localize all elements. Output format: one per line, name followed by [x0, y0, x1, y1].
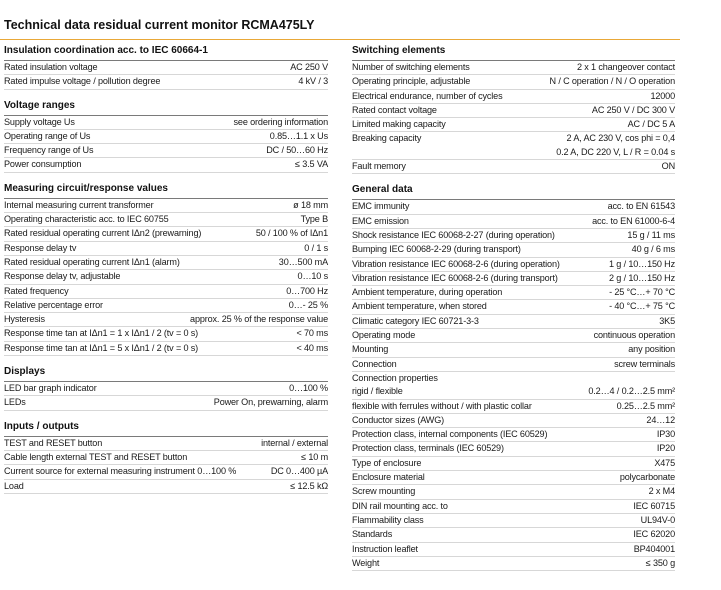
spec-label: Limited making capacity: [352, 119, 446, 130]
spec-label: Fault memory: [352, 161, 406, 172]
spec-value: polycarbonate: [619, 472, 675, 483]
spec-value: 3K5: [659, 315, 675, 326]
spec-row: [4, 480, 328, 494]
spec-row: [4, 61, 328, 75]
spec-label: EMC immunity: [352, 201, 410, 212]
spec-value: ≤ 350 g: [645, 557, 675, 568]
spec-label: Ambient temperature, during operation: [352, 287, 503, 298]
spec-row: [352, 372, 675, 400]
spec-label: Supply voltage Us: [4, 116, 75, 127]
spec-value: acc. to EN 61543: [607, 201, 675, 212]
spec-label: Rated impulse voltage / pollution degree: [4, 76, 161, 87]
spec-row: [4, 242, 328, 256]
spec-row: [352, 457, 675, 471]
spec-label: Current source for external measuring instrument 0…100 %: [4, 466, 237, 477]
spec-label: Relative percentage error: [4, 299, 103, 310]
spec-value: IP20: [656, 443, 675, 454]
spec-value: 0 / 1 s: [304, 242, 328, 253]
spec-row: [352, 329, 675, 343]
section-title: Switching elements: [352, 43, 675, 61]
spec-row: [4, 270, 328, 284]
spec-row: [352, 272, 675, 286]
spec-value: 2 x M4: [648, 486, 675, 497]
left-column: [4, 43, 328, 502]
section-displays: [4, 364, 328, 411]
spec-label: Vibration resistance IEC 60068-2-6 (during transport): [352, 272, 558, 283]
spec-value: AC / DC 5 A: [627, 119, 675, 130]
spec-row: [4, 199, 328, 213]
title-divider: [0, 39, 680, 40]
spec-value: Power On, prewarning, alarm: [213, 397, 328, 408]
spec-row: [352, 528, 675, 542]
section-measuring-circuit-response-values: [4, 181, 328, 356]
spec-label: Type of enclosure: [352, 457, 422, 468]
spec-label: LED bar graph indicator: [4, 383, 97, 394]
spec-value: 50 / 100 % of IΔn1: [255, 228, 328, 239]
spec-value: N / C operation / N / O operation: [549, 76, 675, 87]
spec-row: [4, 75, 328, 89]
spec-row: [4, 342, 328, 356]
spec-value: ≤ 12.5 kΩ: [290, 480, 328, 491]
spec-row: [4, 327, 328, 341]
spec-label: Response delay tv: [4, 242, 77, 253]
spec-row: [352, 286, 675, 300]
spec-value: ON: [661, 161, 675, 172]
spec-row: [352, 543, 675, 557]
spec-label: Rated insulation voltage: [4, 62, 98, 72]
spec-label: Electrical endurance, number of cycles: [352, 90, 503, 101]
spec-label: Ambient temperature, when stored: [352, 301, 487, 312]
spec-row: [4, 158, 328, 172]
section-title: Inputs / outputs: [4, 419, 328, 437]
spec-value: ≤ 10 m: [301, 451, 328, 462]
spec-value: any position: [628, 344, 675, 355]
spec-row: [352, 75, 675, 89]
spec-row: [352, 104, 675, 118]
spec-label: Conductor sizes (AWG): [352, 414, 445, 425]
spec-row: [352, 258, 675, 272]
spec-value: - 25 °C…+ 70 °C: [609, 287, 675, 298]
spec-value: screw terminals: [614, 358, 675, 369]
spec-label: Shock resistance IEC 60068-2-27 (during operation): [352, 229, 555, 240]
spec-label: Vibration resistance IEC 60068-2-6 (during operation): [352, 258, 560, 269]
spec-row: [352, 471, 675, 485]
section-title: General data: [352, 182, 675, 200]
spec-label: Number of switching elements: [352, 62, 470, 72]
spec-value: 30…500 mA: [278, 256, 328, 267]
spec-value: 0…100 %: [289, 383, 328, 394]
spec-value: 12000: [650, 90, 675, 101]
document-title: Technical data residual current monitor RCMA475LY: [4, 18, 315, 32]
section-title: Displays: [4, 364, 328, 382]
spec-label: Operating range of Us: [4, 130, 91, 141]
spec-row: [4, 437, 328, 451]
spec-label: Connection properties rigid / flexible: [352, 372, 438, 397]
section-inputs-outputs: [4, 419, 328, 494]
spec-label: Rated contact voltage: [352, 104, 437, 115]
spec-row: [352, 428, 675, 442]
spec-label: Operating principle, adjustable: [352, 76, 471, 87]
spec-row: [352, 132, 675, 160]
spec-label: Cable length external TEST and RESET button: [4, 451, 188, 462]
spec-row: [352, 500, 675, 514]
spec-row: [352, 315, 675, 329]
section-switching-elements: [352, 43, 675, 174]
spec-label: DIN rail mounting acc. to: [352, 500, 448, 511]
spec-row: [352, 343, 675, 357]
spec-row: [4, 396, 328, 410]
spec-value: 2 g / 10…150 Hz: [609, 272, 675, 283]
spec-label: Weight: [352, 557, 380, 568]
section-title: Voltage ranges: [4, 98, 328, 116]
spec-row: [4, 382, 328, 396]
spec-value: UL94V-0: [640, 514, 675, 525]
spec-value: 0.25…2.5 mm²: [616, 400, 675, 411]
spec-row: [352, 215, 675, 229]
spec-row: [4, 130, 328, 144]
spec-label: Frequency range of Us: [4, 145, 94, 156]
spec-row: [352, 118, 675, 132]
spec-label: Screw mounting: [352, 486, 416, 497]
spec-value: BP404001: [633, 543, 675, 554]
spec-value: ≤ 3.5 VA: [295, 159, 328, 170]
spec-row: [4, 451, 328, 465]
section-general-data: [352, 182, 675, 571]
spec-row: [352, 61, 675, 75]
spec-label: Protection class, terminals (IEC 60529): [352, 443, 504, 454]
spec-row: [4, 313, 328, 327]
spec-row: [352, 514, 675, 528]
spec-value: 15 g / 11 ms: [627, 229, 675, 240]
spec-label: Instruction leaflet: [352, 543, 418, 554]
spec-label: Operating mode: [352, 330, 416, 341]
spec-value: 0.85…1.1 x Us: [269, 130, 328, 141]
spec-row: [352, 300, 675, 314]
spec-value: continuous operation: [593, 330, 675, 341]
section-voltage-ranges: [4, 98, 328, 173]
spec-value: 0…700 Hz: [286, 285, 328, 296]
spec-row: [352, 358, 675, 372]
spec-row: [4, 116, 328, 130]
spec-row: [352, 400, 675, 414]
spec-label: Hysteresis: [4, 314, 45, 325]
spec-label: Load: [4, 480, 24, 491]
spec-label: Breaking capacity: [352, 133, 422, 144]
spec-value: 0.2…4 / 0.2…2.5 mm²: [588, 386, 675, 397]
spec-row: [352, 557, 675, 571]
spec-value: IEC 62020: [633, 529, 675, 540]
spec-row: [352, 442, 675, 456]
spec-label: Protection class, internal components (IEC 60529): [352, 429, 548, 440]
spec-label: Rated residual operating current IΔn1 (alarm): [4, 256, 180, 267]
spec-label: Rated frequency: [4, 285, 69, 296]
spec-value: see ordering information: [233, 116, 328, 127]
spec-value: - 40 °C…+ 75 °C: [609, 301, 675, 312]
spec-value: < 70 ms: [296, 328, 328, 339]
spec-label: Rated residual operating current IΔn2 (prewarning): [4, 228, 202, 239]
spec-row: [352, 160, 675, 174]
spec-row: [4, 299, 328, 313]
spec-label: Connection: [352, 358, 397, 369]
spec-label: Enclosure material: [352, 472, 425, 483]
spec-row: [4, 285, 328, 299]
spec-value: AC 250 V / DC 300 V: [591, 104, 675, 115]
spec-value: IP30: [656, 429, 675, 440]
spec-value: approx. 25 % of the response value: [190, 314, 328, 325]
spec-value: IEC 60715: [633, 500, 675, 511]
section-title: Measuring circuit/response values: [4, 181, 328, 199]
spec-label: Response delay tv, adjustable: [4, 271, 121, 282]
spec-label: LEDs: [4, 397, 26, 408]
spec-row: [352, 243, 675, 257]
spec-value: Type B: [300, 214, 328, 225]
spec-row: [4, 213, 328, 227]
spec-value: ø 18 mm: [293, 199, 328, 210]
spec-row: [4, 227, 328, 241]
spec-value: DC 0…400 µA: [270, 466, 328, 477]
spec-value: internal / external: [261, 437, 328, 448]
right-column: [352, 43, 675, 579]
spec-row: [4, 465, 328, 479]
spec-row: [4, 256, 328, 270]
spec-label: Power consumption: [4, 159, 82, 170]
spec-value: DC / 50…60 Hz: [266, 145, 328, 156]
spec-label: Response time tan at IΔn1 = 5 x IΔn1 / 2 (tv = 0 s): [4, 342, 199, 353]
section-insulation-coordination-acc-to-iec-60664-1: [4, 43, 328, 90]
spec-label: Climatic category IEC 60721-3-3: [352, 315, 479, 326]
spec-label: Standards: [352, 529, 393, 540]
spec-value: AC 250 V: [290, 62, 328, 72]
spec-row: [352, 485, 675, 499]
spec-row: [4, 144, 328, 158]
spec-value: 2 x 1 changeover contact: [576, 62, 675, 72]
spec-row: [352, 90, 675, 104]
spec-label: EMC emission: [352, 215, 409, 226]
spec-value: 0…- 25 %: [288, 299, 328, 310]
section-title: Insulation coordination acc. to IEC 60664-1: [4, 43, 328, 61]
spec-row: [352, 414, 675, 428]
spec-value: < 40 ms: [296, 342, 328, 353]
spec-label: Response time tan at IΔn1 = 1 x IΔn1 / 2 (tv = 0 s): [4, 328, 199, 339]
spec-label: Internal measuring current transformer: [4, 199, 154, 210]
spec-label: Bumping IEC 60068-2-29 (during transport): [352, 244, 521, 255]
spec-value: X475: [654, 457, 675, 468]
spec-label: Flammability class: [352, 514, 424, 525]
spec-label: flexible with ferrules without / with plastic collar: [352, 400, 532, 411]
spec-value: acc. to EN 61000-6-4: [592, 215, 675, 226]
spec-value: 40 g / 6 ms: [631, 244, 675, 255]
spec-value: 2 A, AC 230 V, cos phi = 0,4 0.2 A, DC 220 V, L / R = 0.04 s: [556, 133, 675, 157]
spec-label: Operating characteristic acc. to IEC 60755: [4, 214, 169, 225]
spec-label: Mounting: [352, 344, 389, 355]
spec-value: 1 g / 10…150 Hz: [609, 258, 675, 269]
spec-label: TEST and RESET button: [4, 437, 103, 448]
spec-value: 4 kV / 3: [298, 76, 328, 87]
spec-value: 0…10 s: [297, 271, 328, 282]
spec-value: 24…12: [646, 414, 675, 425]
spec-row: [352, 229, 675, 243]
spec-row: [352, 200, 675, 214]
